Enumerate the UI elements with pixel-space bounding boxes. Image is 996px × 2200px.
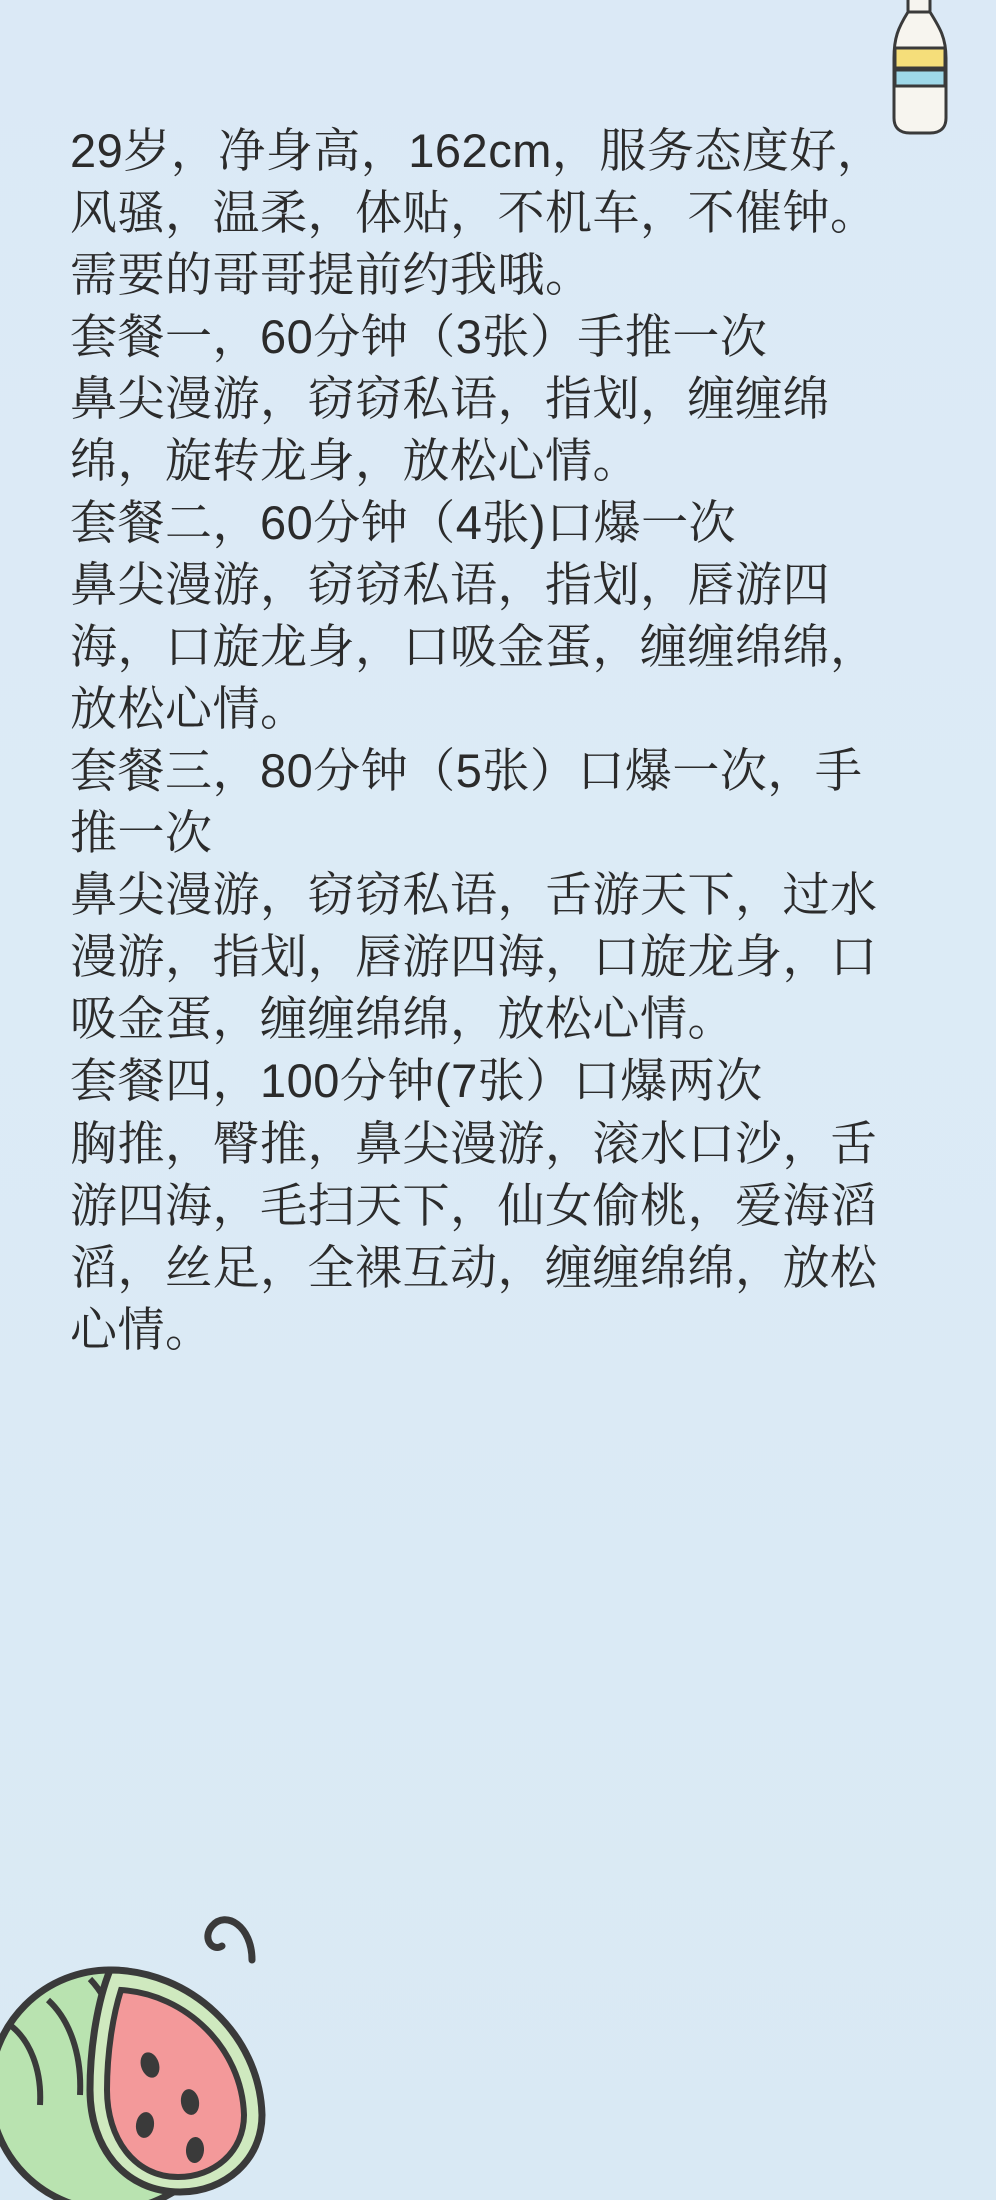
text-line: 海，口旋龙身，口吸金蛋，缠缠绵绵， bbox=[70, 620, 878, 674]
text-line: 鼻尖漫游，窃窃私语，指划，唇游四 bbox=[70, 558, 830, 612]
text-line: 套餐一，60分钟（3张）手推一次 bbox=[70, 310, 768, 364]
text-line: 鼻尖漫游，窃窃私语，指划，缠缠绵 bbox=[70, 372, 830, 426]
text-line: 滔，丝足，全裸互动，缠缠绵绵，放松 bbox=[70, 1240, 878, 1294]
text-line: 需要的哥哥提前约我哦。 bbox=[70, 248, 593, 302]
text-line: 游四海，毛扫天下，仙女偷桃，爱海滔 bbox=[70, 1178, 878, 1232]
text-line: 套餐二，60分钟（4张)口爆一次 bbox=[70, 496, 737, 550]
text-line: 鼻尖漫游，窃窃私语，舌游天下，过水 bbox=[70, 868, 878, 922]
text-line: 心情。 bbox=[70, 1302, 213, 1356]
text-line: 胸推，臀推，鼻尖漫游，滚水口沙，舌 bbox=[70, 1116, 878, 1170]
text-line: 风骚，温柔，体贴，不机车，不催钟。 bbox=[70, 186, 878, 240]
text-line: 套餐四，100分钟(7张）口爆两次 bbox=[70, 1054, 763, 1108]
text-line: 漫游，指划，唇游四海，口旋龙身，口 bbox=[70, 930, 878, 984]
text-line: 29岁，净身高，162cm，服务态度好， bbox=[70, 124, 885, 177]
text-line: 套餐三，80分钟（5张）口爆一次，手 bbox=[70, 744, 863, 798]
text-line: 推一次 bbox=[70, 806, 213, 860]
text-line: 放松心情。 bbox=[70, 682, 308, 736]
body-text bbox=[70, 120, 910, 1361]
text-line: 吸金蛋，缠缠绵绵，放松心情。 bbox=[70, 992, 735, 1046]
watermelon-icon bbox=[0, 1880, 360, 2200]
bottle-icon bbox=[878, 0, 968, 136]
text-line: 绵，旋转龙身，放松心情。 bbox=[70, 434, 640, 488]
